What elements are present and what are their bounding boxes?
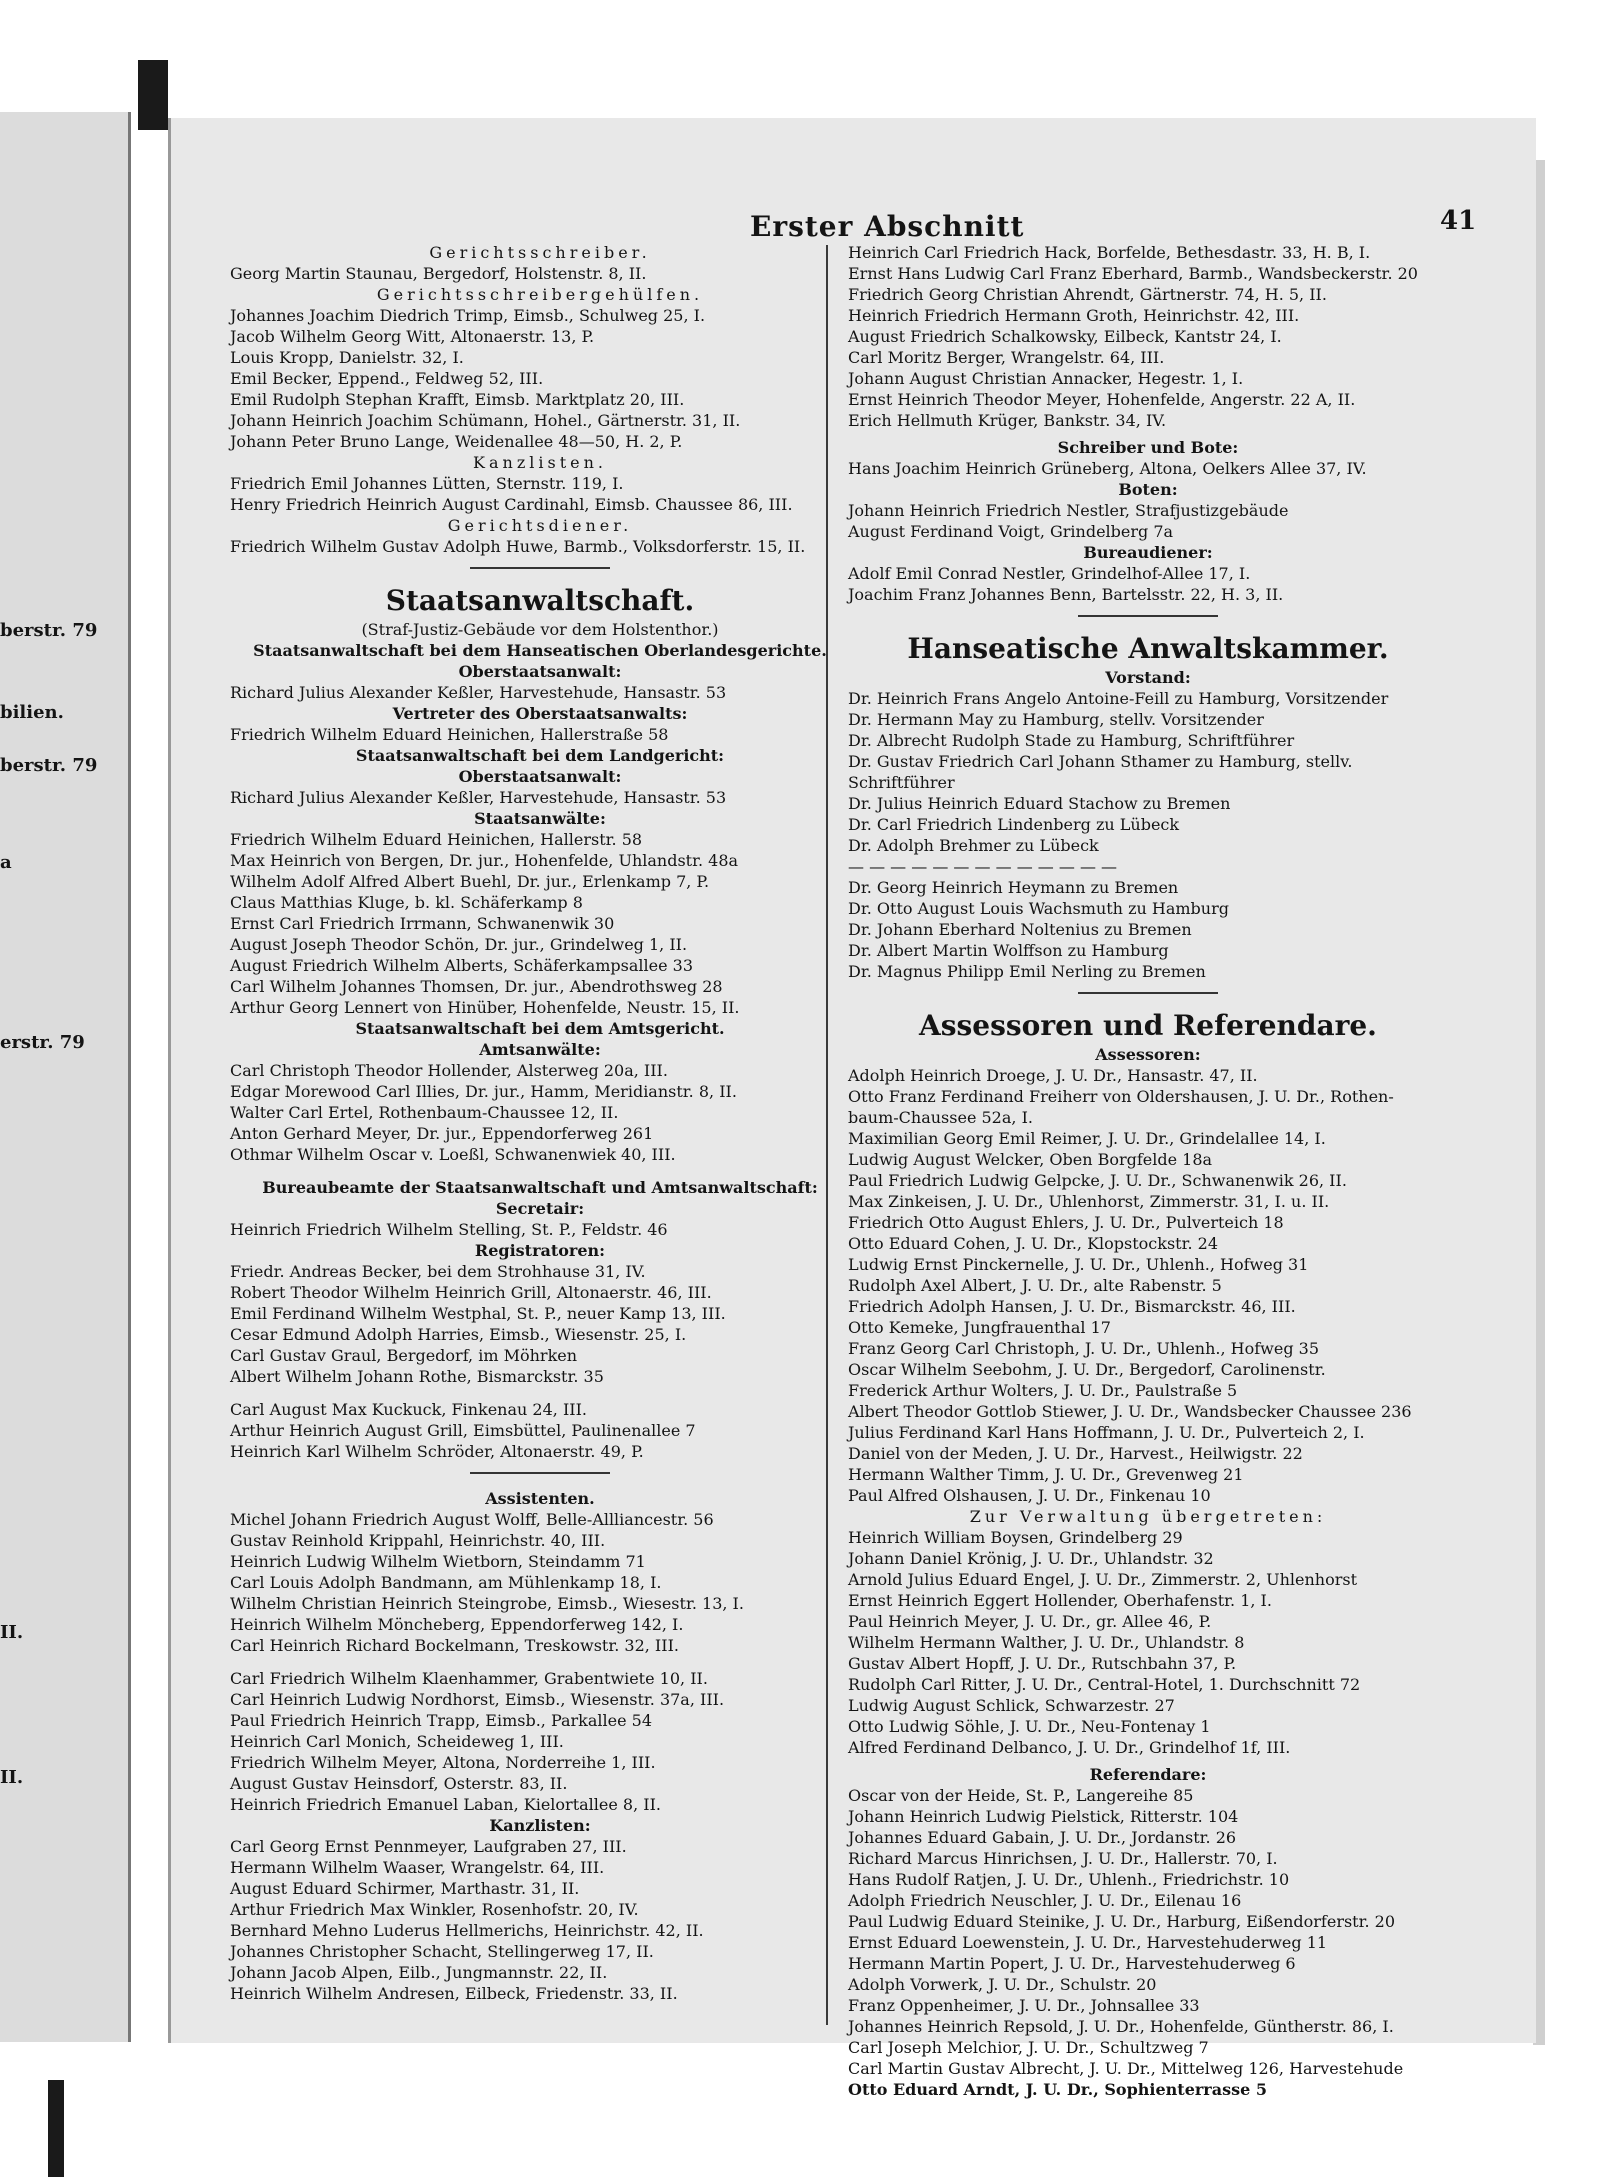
- section-heading: Bureaubeamte der Staatsanwaltschaft und Amtsanwaltschaft:: [262, 1178, 818, 1197]
- entry-line: Dr. Otto August Louis Wachsmuth zu Hamburg: [848, 899, 1229, 918]
- entry-line: Heinrich Friedrich Emanuel Laban, Kielortallee 8, II.: [230, 1795, 661, 1814]
- entry-line: Wilhelm Christian Heinrich Steingrobe, Eimsb., Wiesestr. 13, I.: [230, 1594, 744, 1613]
- left-fragment: a: [0, 852, 12, 873]
- section-heading: Referendare:: [1089, 1765, 1207, 1784]
- entry-line: Heinrich William Boysen, Grindelberg 29: [848, 1528, 1183, 1547]
- entry-line: Johann Daniel Krönig, J. U. Dr., Uhlandstr. 32: [848, 1549, 1214, 1568]
- entry-line: Heinrich Wilhelm Andresen, Eilbeck, Friedenstr. 33, II.: [230, 1984, 678, 2003]
- entry-line: Arthur Friedrich Max Winkler, Rosenhofstr. 20, IV.: [230, 1900, 639, 1919]
- right-column: [848, 242, 1448, 2100]
- entry-line: Richard Julius Alexander Keßler, Harvestehude, Hansastr. 53: [230, 683, 727, 702]
- section-rule: [470, 567, 610, 569]
- entry-line: Adolph Vorwerk, J. U. Dr., Schulstr. 20: [848, 1975, 1157, 1994]
- page-number: 41: [1440, 206, 1477, 236]
- entry-line: Friedr. Andreas Becker, bei dem Strohhause 31, IV.: [230, 1262, 646, 1281]
- section-rule: [1078, 615, 1218, 617]
- entry-line: Albert Theodor Gottlob Stiewer, J. U. Dr., Wandsbecker Chaussee 236: [848, 1402, 1412, 1421]
- entry-line: Carl Heinrich Ludwig Nordhorst, Eimsb., Wiesenstr. 37a, III.: [230, 1690, 725, 1709]
- scan-edge-bottom: [48, 2080, 64, 2177]
- section-rule: [470, 1472, 610, 1474]
- entry-line: Louis Kropp, Danielstr. 32, I.: [230, 348, 464, 367]
- entry-line: Maximilian Georg Emil Reimer, J. U. Dr., Grindelallee 14, I.: [848, 1129, 1326, 1148]
- entry-line: Johannes Christopher Schacht, Stellingerweg 17, II.: [230, 1942, 654, 1961]
- entry-line: Arthur Heinrich August Grill, Eimsbüttel, Paulinenallee 7: [230, 1421, 696, 1440]
- entry-line: Oscar von der Heide, St. P., Langereihe 85: [848, 1786, 1194, 1805]
- section-heading: Vertreter des Oberstaatsanwalts:: [392, 704, 688, 723]
- entry-line: Friedrich Wilhelm Eduard Heinichen, Hallerstraße 58: [230, 725, 669, 744]
- entry-line: Albert Wilhelm Johann Rothe, Bismarckstr. 35: [230, 1367, 604, 1386]
- entry-line: Heinrich Karl Wilhelm Schröder, Altonaerstr. 49, P.: [230, 1442, 644, 1461]
- entry-line: Georg Martin Staunau, Bergedorf, Holstenstr. 8, II.: [230, 264, 647, 283]
- entry-line: Dr. Adolph Brehmer zu Lübeck: [848, 836, 1099, 855]
- section-heading: Assessoren:: [1095, 1045, 1201, 1064]
- entry-line: Joachim Franz Johannes Benn, Bartelsstr. 22, H. 3, II.: [848, 585, 1284, 604]
- section-heading: Gerichtsschreibergehülfen.: [376, 285, 704, 304]
- entry-line: Heinrich Wilhelm Möncheberg, Eppendorferweg 142, I.: [230, 1615, 684, 1634]
- spacer: [230, 1387, 850, 1399]
- entry-line: Dr. Julius Heinrich Eduard Stachow zu Bremen: [848, 794, 1231, 813]
- entry-line: Wilhelm Adolf Alfred Albert Buehl, Dr. jur., Erlenkamp 7, P.: [230, 872, 710, 891]
- entry-line: Julius Ferdinand Karl Hans Hoffmann, J. U. Dr., Pulverteich 2, I.: [848, 1423, 1365, 1442]
- entry-line: Rudolph Axel Albert, J. U. Dr., alte Rabenstr. 5: [848, 1276, 1222, 1295]
- entry-line: Heinrich Friedrich Hermann Groth, Heinrichstr. 42, III.: [848, 306, 1300, 325]
- entry-line: Franz Georg Carl Christoph, J. U. Dr., Uhlenh., Hofweg 35: [848, 1339, 1320, 1358]
- entry-line: Gustav Albert Hopff, J. U. Dr., Rutschbahn 37, P.: [848, 1654, 1237, 1673]
- section-heading: Registratoren:: [474, 1241, 606, 1260]
- entry-line: Ernst Heinrich Eggert Hollender, Oberhafenstr. 1, I.: [848, 1591, 1272, 1610]
- entry-line: Otto Ludwig Söhle, J. U. Dr., Neu-Fontenay 1: [848, 1717, 1211, 1736]
- entry-line: Frederick Arthur Wolters, J. U. Dr., Paulstraße 5: [848, 1381, 1238, 1400]
- entry-line: Ludwig August Welcker, Oben Borgfelde 18a: [848, 1150, 1213, 1169]
- section-heading: Hanseatische Anwaltskammer.: [907, 632, 1389, 665]
- section-heading: Gerichtsdiener.: [447, 516, 633, 535]
- entry-line: Johannes Joachim Diedrich Trimp, Eimsb., Schulweg 25, I.: [230, 306, 706, 325]
- entry-line: Hermann Walther Timm, J. U. Dr., Grevenweg 21: [848, 1465, 1244, 1484]
- entry-line: Johannes Eduard Gabain, J. U. Dr., Jordanstr. 26: [848, 1828, 1237, 1847]
- entry-line: August Gustav Heinsdorf, Osterstr. 83, II.: [230, 1774, 568, 1793]
- scan-edge-top: [138, 60, 168, 130]
- entry-line: Dr. Magnus Philipp Emil Nerling zu Bremen: [848, 962, 1206, 981]
- entry-line: Daniel von der Meden, J. U. Dr., Harvest., Heilwigstr. 22: [848, 1444, 1303, 1463]
- section-heading: Staatsanwälte:: [474, 809, 606, 828]
- entry-line: Otto Eduard Cohen, J. U. Dr., Klopstockstr. 24: [848, 1234, 1219, 1253]
- entry-line: Franz Oppenheimer, J. U. Dr., Johnsallee 33: [848, 1996, 1200, 2015]
- entry-line: Paul Ludwig Eduard Steinike, J. U. Dr., Harburg, Eißendorferstr. 20: [848, 1912, 1396, 1931]
- left-page-edge: [0, 112, 131, 2042]
- entry-line: Dr. Albrecht Rudolph Stade zu Hamburg, Schriftführer: [848, 731, 1295, 750]
- entry-line: Oscar Wilhelm Seebohm, J. U. Dr., Bergedorf, Carolinenstr.: [848, 1360, 1326, 1379]
- left-fragment: bilien.: [0, 702, 64, 723]
- entry-line: Carl August Max Kuckuck, Finkenau 24, III.: [230, 1400, 587, 1419]
- entry-line: Gustav Reinhold Krippahl, Heinrichstr. 40, III.: [230, 1531, 606, 1550]
- entry-line: Dr. Johann Eberhard Noltenius zu Bremen: [848, 920, 1192, 939]
- entry-line: Carl Friedrich Wilhelm Klaenhammer, Grabentwiete 10, II.: [230, 1669, 708, 1688]
- entry-line: Heinrich Friedrich Wilhelm Stelling, St. P., Feldstr. 46: [230, 1220, 668, 1239]
- entry-line: Otto Kemeke, Jungfrauenthal 17: [848, 1318, 1111, 1337]
- section-heading: Assessoren und Referendare.: [919, 1009, 1377, 1042]
- entry-line: Richard Julius Alexander Keßler, Harvestehude, Hansastr. 53: [230, 788, 727, 807]
- left-fragment: berstr. 79: [0, 620, 98, 641]
- entry-line: Friedrich Emil Johannes Lütten, Sternstr. 119, I.: [230, 474, 624, 493]
- entry-line: Johann Heinrich Joachim Schümann, Hohel., Gärtnerstr. 31, II.: [230, 411, 741, 430]
- section-heading: Staatsanwaltschaft bei dem Hanseatischen Oberlandesgerichte.: [253, 641, 827, 660]
- entry-line: Paul Friedrich Heinrich Trapp, Eimsb., Parkallee 54: [230, 1711, 653, 1730]
- entry-line: Johann Peter Bruno Lange, Weidenallee 48—50, H. 2, P.: [230, 432, 683, 451]
- spacer: [230, 1656, 850, 1668]
- section-header: Erster Abschnitt: [750, 210, 1025, 243]
- entry-line: Johann Heinrich Friedrich Nestler, Strafjustizgebäude: [848, 501, 1289, 520]
- entry-line: Jacob Wilhelm Georg Witt, Altonaerstr. 13, P.: [230, 327, 595, 346]
- entry-line: Friedrich Wilhelm Gustav Adolph Huwe, Barmb., Volksdorferstr. 15, II.: [230, 537, 806, 556]
- entry-line: Hans Rudolf Ratjen, J. U. Dr., Uhlenh., Friedrichstr. 10: [848, 1870, 1290, 1889]
- entry-line: Cesar Edmund Adolph Harries, Eimsb., Wiesenstr. 25, I.: [230, 1325, 687, 1344]
- entry-line: Erich Hellmuth Krüger, Bankstr. 34, IV.: [848, 411, 1167, 430]
- entry-line: Arnold Julius Eduard Engel, J. U. Dr., Zimmerstr. 2, Uhlenhorst: [848, 1570, 1358, 1589]
- entry-line: Dr. Hermann May zu Hamburg, stellv. Vorsitzender: [848, 710, 1264, 729]
- entry-line: Dr. Gustav Friedrich Carl Johann Sthamer zu Hamburg, stellv.: [848, 752, 1353, 771]
- entry-line: Carl Wilhelm Johannes Thomsen, Dr. jur., Abendrothsweg 28: [230, 977, 723, 996]
- entry-line: Carl Heinrich Richard Bockelmann, Treskowstr. 32, III.: [230, 1636, 679, 1655]
- entry-line: Adolph Heinrich Droege, J. U. Dr., Hansastr. 47, II.: [848, 1066, 1258, 1085]
- left-column: [230, 242, 850, 2004]
- left-fragment: II.: [0, 1767, 24, 1788]
- entry-line: August Joseph Theodor Schön, Dr. jur., Grindelweg 1, II.: [230, 935, 688, 954]
- entry-line: Friedrich Wilhelm Meyer, Altona, Norderreihe 1, III.: [230, 1753, 656, 1772]
- entry-line: Anton Gerhard Meyer, Dr. jur., Eppendorferweg 261: [230, 1124, 654, 1143]
- entry-line: Paul Alfred Olshausen, J. U. Dr., Finkenau 10: [848, 1486, 1211, 1505]
- entry-line: Otto Eduard Arndt, J. U. Dr., Sophienterrasse 5: [848, 2080, 1267, 2099]
- section-heading: Vorstand:: [1105, 668, 1191, 687]
- left-fragment: berstr. 79: [0, 755, 98, 776]
- entry-line: Ludwig August Schlick, Schwarzestr. 27: [848, 1696, 1175, 1715]
- left-fragment: II.: [0, 1622, 24, 1643]
- left-fragment: erstr. 79: [0, 1032, 85, 1053]
- entry-line: baum-Chaussee 52a, I.: [848, 1108, 1033, 1127]
- entry-line: Walter Carl Ertel, Rothenbaum-Chaussee 12, II.: [230, 1103, 619, 1122]
- section-heading: Kanzlisten:: [489, 1816, 591, 1835]
- section-heading: Kanzlisten.: [473, 453, 607, 472]
- section-heading: Staatsanwaltschaft bei dem Landgericht:: [355, 746, 725, 765]
- entry-line: Friedrich Wilhelm Eduard Heinichen, Hallerstr. 58: [230, 830, 643, 849]
- entry-line: Johannes Heinrich Repsold, J. U. Dr., Hohenfelde, Güntherstr. 86, I.: [848, 2017, 1394, 2036]
- entry-line: Michel Johann Friedrich August Wolff, Belle-Allliancestr. 56: [230, 1510, 714, 1529]
- entry-line: Dr. Carl Friedrich Lindenberg zu Lübeck: [848, 815, 1180, 834]
- entry-line: Robert Theodor Wilhelm Heinrich Grill, Altonaerstr. 46, III.: [230, 1283, 712, 1302]
- entry-line: Hans Joachim Heinrich Grüneberg, Altona, Oelkers Allee 37, IV.: [848, 459, 1367, 478]
- entry-line: Adolph Friedrich Neuschler, J. U. Dr., Eilenau 16: [848, 1891, 1242, 1910]
- entry-line: Friedrich Otto August Ehlers, J. U. Dr., Pulverteich 18: [848, 1213, 1284, 1232]
- entry-line: Hermann Martin Popert, J. U. Dr., Harvestehuderweg 6: [848, 1954, 1296, 1973]
- section-heading: Bureaudiener:: [1083, 543, 1213, 562]
- entry-line: Otto Franz Ferdinand Freiherr von Oldershausen, J. U. Dr., Rothen-: [848, 1087, 1394, 1106]
- section-heading: Staatsanwaltschaft bei dem Amtsgericht.: [355, 1019, 725, 1038]
- entry-line: Othmar Wilhelm Oscar v. Loeßl, Schwanenwiek 40, III.: [230, 1145, 676, 1164]
- entry-line: Johann August Christian Annacker, Hegestr. 1, I.: [848, 369, 1244, 388]
- entry-line: Adolf Emil Conrad Nestler, Grindelhof-Allee 17, I.: [848, 564, 1251, 583]
- entry-line: Henry Friedrich Heinrich August Cardinahl, Eimsb. Chaussee 86, III.: [230, 495, 793, 514]
- entry-line: Heinrich Carl Friedrich Hack, Borfelde, Bethesdastr. 33, H. B, I.: [848, 243, 1371, 262]
- entry-line: Richard Marcus Hinrichsen, J. U. Dr., Hallerstr. 70, I.: [848, 1849, 1278, 1868]
- entry-line: Ludwig Ernst Pinckernelle, J. U. Dr., Uhlenh., Hofweg 31: [848, 1255, 1309, 1274]
- entry-line: Alfred Ferdinand Delbanco, J. U. Dr., Grindelhof 1f, III.: [848, 1738, 1291, 1757]
- spacer: [230, 1165, 850, 1177]
- entry-line: Paul Heinrich Meyer, J. U. Dr., gr. Allee 46, P.: [848, 1612, 1212, 1631]
- entry-line: Emil Rudolph Stephan Krafft, Eimsb. Marktplatz 20, III.: [230, 390, 685, 409]
- entry-line: Ernst Carl Friedrich Irrmann, Schwanenwik 30: [230, 914, 615, 933]
- entry-line: Schriftführer: [848, 773, 955, 792]
- section-heading: Staatsanwaltschaft.: [385, 584, 695, 617]
- entry-line: Dr. Heinrich Frans Angelo Antoine-Feill zu Hamburg, Vorsitzender: [848, 689, 1389, 708]
- entry-line: Max Heinrich von Bergen, Dr. jur., Hohenfelde, Uhlandstr. 48a: [230, 851, 739, 870]
- section-heading: Oberstaatsanwalt:: [458, 767, 622, 786]
- entry-line: Dr. Albert Martin Wolffson zu Hamburg: [848, 941, 1169, 960]
- section-heading: Secretair:: [495, 1199, 585, 1218]
- entry-line: Ernst Heinrich Theodor Meyer, Hohenfelde, Angerstr. 22 A, II.: [848, 390, 1356, 409]
- entry-line: Carl Moritz Berger, Wrangelstr. 64, III.: [848, 348, 1165, 367]
- entry-line: Friedrich Adolph Hansen, J. U. Dr., Bismarckstr. 46, III.: [848, 1297, 1296, 1316]
- entry-line: Edgar Morewood Carl Illies, Dr. jur., Hamm, Meridianstr. 8, II.: [230, 1082, 737, 1101]
- entry-line: Wilhelm Hermann Walther, J. U. Dr., Uhlandstr. 8: [848, 1633, 1245, 1652]
- entry-line: August Friedrich Wilhelm Alberts, Schäferkampsallee 33: [230, 956, 694, 975]
- entry-line: Arthur Georg Lennert von Hinüber, Hohenfelde, Neustr. 15, II.: [230, 998, 740, 1017]
- entry-line: Rudolph Carl Ritter, J. U. Dr., Central-Hotel, 1. Durchschnitt 72: [848, 1675, 1361, 1694]
- section-heading: Schreiber und Bote:: [1057, 438, 1239, 457]
- entry-line: August Friedrich Schalkowsky, Eilbeck, Kantstr 24, I.: [848, 327, 1282, 346]
- entry-line: Ernst Eduard Loewenstein, J. U. Dr., Harvestehuderweg 11: [848, 1933, 1328, 1952]
- entry-line: Hermann Wilhelm Waaser, Wrangelstr. 64, III.: [230, 1858, 605, 1877]
- section-rule: [1078, 992, 1218, 994]
- entry-line: August Ferdinand Voigt, Grindelberg 7a: [848, 522, 1174, 541]
- section-heading: Zur Verwaltung übergetreten:: [969, 1507, 1327, 1526]
- entry-line: Johann Heinrich Ludwig Pielstick, Ritterstr. 104: [848, 1807, 1239, 1826]
- section-heading: Gerichtsschreiber.: [429, 243, 651, 262]
- section-heading: Assistenten.: [485, 1489, 595, 1508]
- entry-line: Dr. Georg Heinrich Heymann zu Bremen: [848, 878, 1179, 897]
- entry-line: Carl Christoph Theodor Hollender, Alsterweg 20a, III.: [230, 1061, 668, 1080]
- entry-line: Emil Becker, Eppend., Feldweg 52, III.: [230, 369, 544, 388]
- entry-line: Carl Louis Adolph Bandmann, am Mühlenkamp 18, I.: [230, 1573, 662, 1592]
- entry-line: Heinrich Carl Monich, Scheideweg 1, III.: [230, 1732, 564, 1751]
- entry-line: Ernst Hans Ludwig Carl Franz Eberhard, Barmb., Wandsbeckerstr. 20: [848, 264, 1418, 283]
- entry-line: Carl Martin Gustav Albrecht, J. U. Dr., Mittelweg 126, Harvestehude: [848, 2059, 1404, 2078]
- entry-line: Emil Ferdinand Wilhelm Westphal, St. P., neuer Kamp 13, III.: [230, 1304, 726, 1323]
- section-heading: Amtsanwälte:: [479, 1040, 601, 1059]
- entry-line: Johann Jacob Alpen, Eilb., Jungmannstr. 22, II.: [230, 1963, 608, 1982]
- entry-line: Carl Georg Ernst Pennmeyer, Laufgraben 27, III.: [230, 1837, 627, 1856]
- entry-line: Heinrich Ludwig Wilhelm Wietborn, Steindamm 71: [230, 1552, 646, 1571]
- entry-line: Max Zinkeisen, J. U. Dr., Uhlenhorst, Zimmerstr. 31, I. u. II.: [848, 1192, 1330, 1211]
- entry-line: Carl Joseph Melchior, J. U. Dr., Schultzweg 7: [848, 2038, 1209, 2057]
- entry-line: Carl Gustav Graul, Bergedorf, im Möhrken: [230, 1346, 578, 1365]
- entry-line: Bernhard Mehno Luderus Hellmerichs, Heinrichstr. 42, II.: [230, 1921, 704, 1940]
- entry-line: (Straf-Justiz-Gebäude vor dem Holstenthor.): [361, 620, 719, 639]
- section-heading: Oberstaatsanwalt:: [458, 662, 622, 681]
- section-heading: Boten:: [1118, 480, 1178, 499]
- entry-line: — — — — — — — — — — — — —: [848, 857, 1118, 876]
- entry-line: Claus Matthias Kluge, b. kl. Schäferkamp 8: [230, 893, 583, 912]
- entry-line: August Eduard Schirmer, Marthastr. 31, II.: [230, 1879, 580, 1898]
- entry-line: Friedrich Georg Christian Ahrendt, Gärtnerstr. 74, H. 5, II.: [848, 285, 1327, 304]
- entry-line: Paul Friedrich Ludwig Gelpcke, J. U. Dr., Schwanenwik 26, II.: [848, 1171, 1347, 1190]
